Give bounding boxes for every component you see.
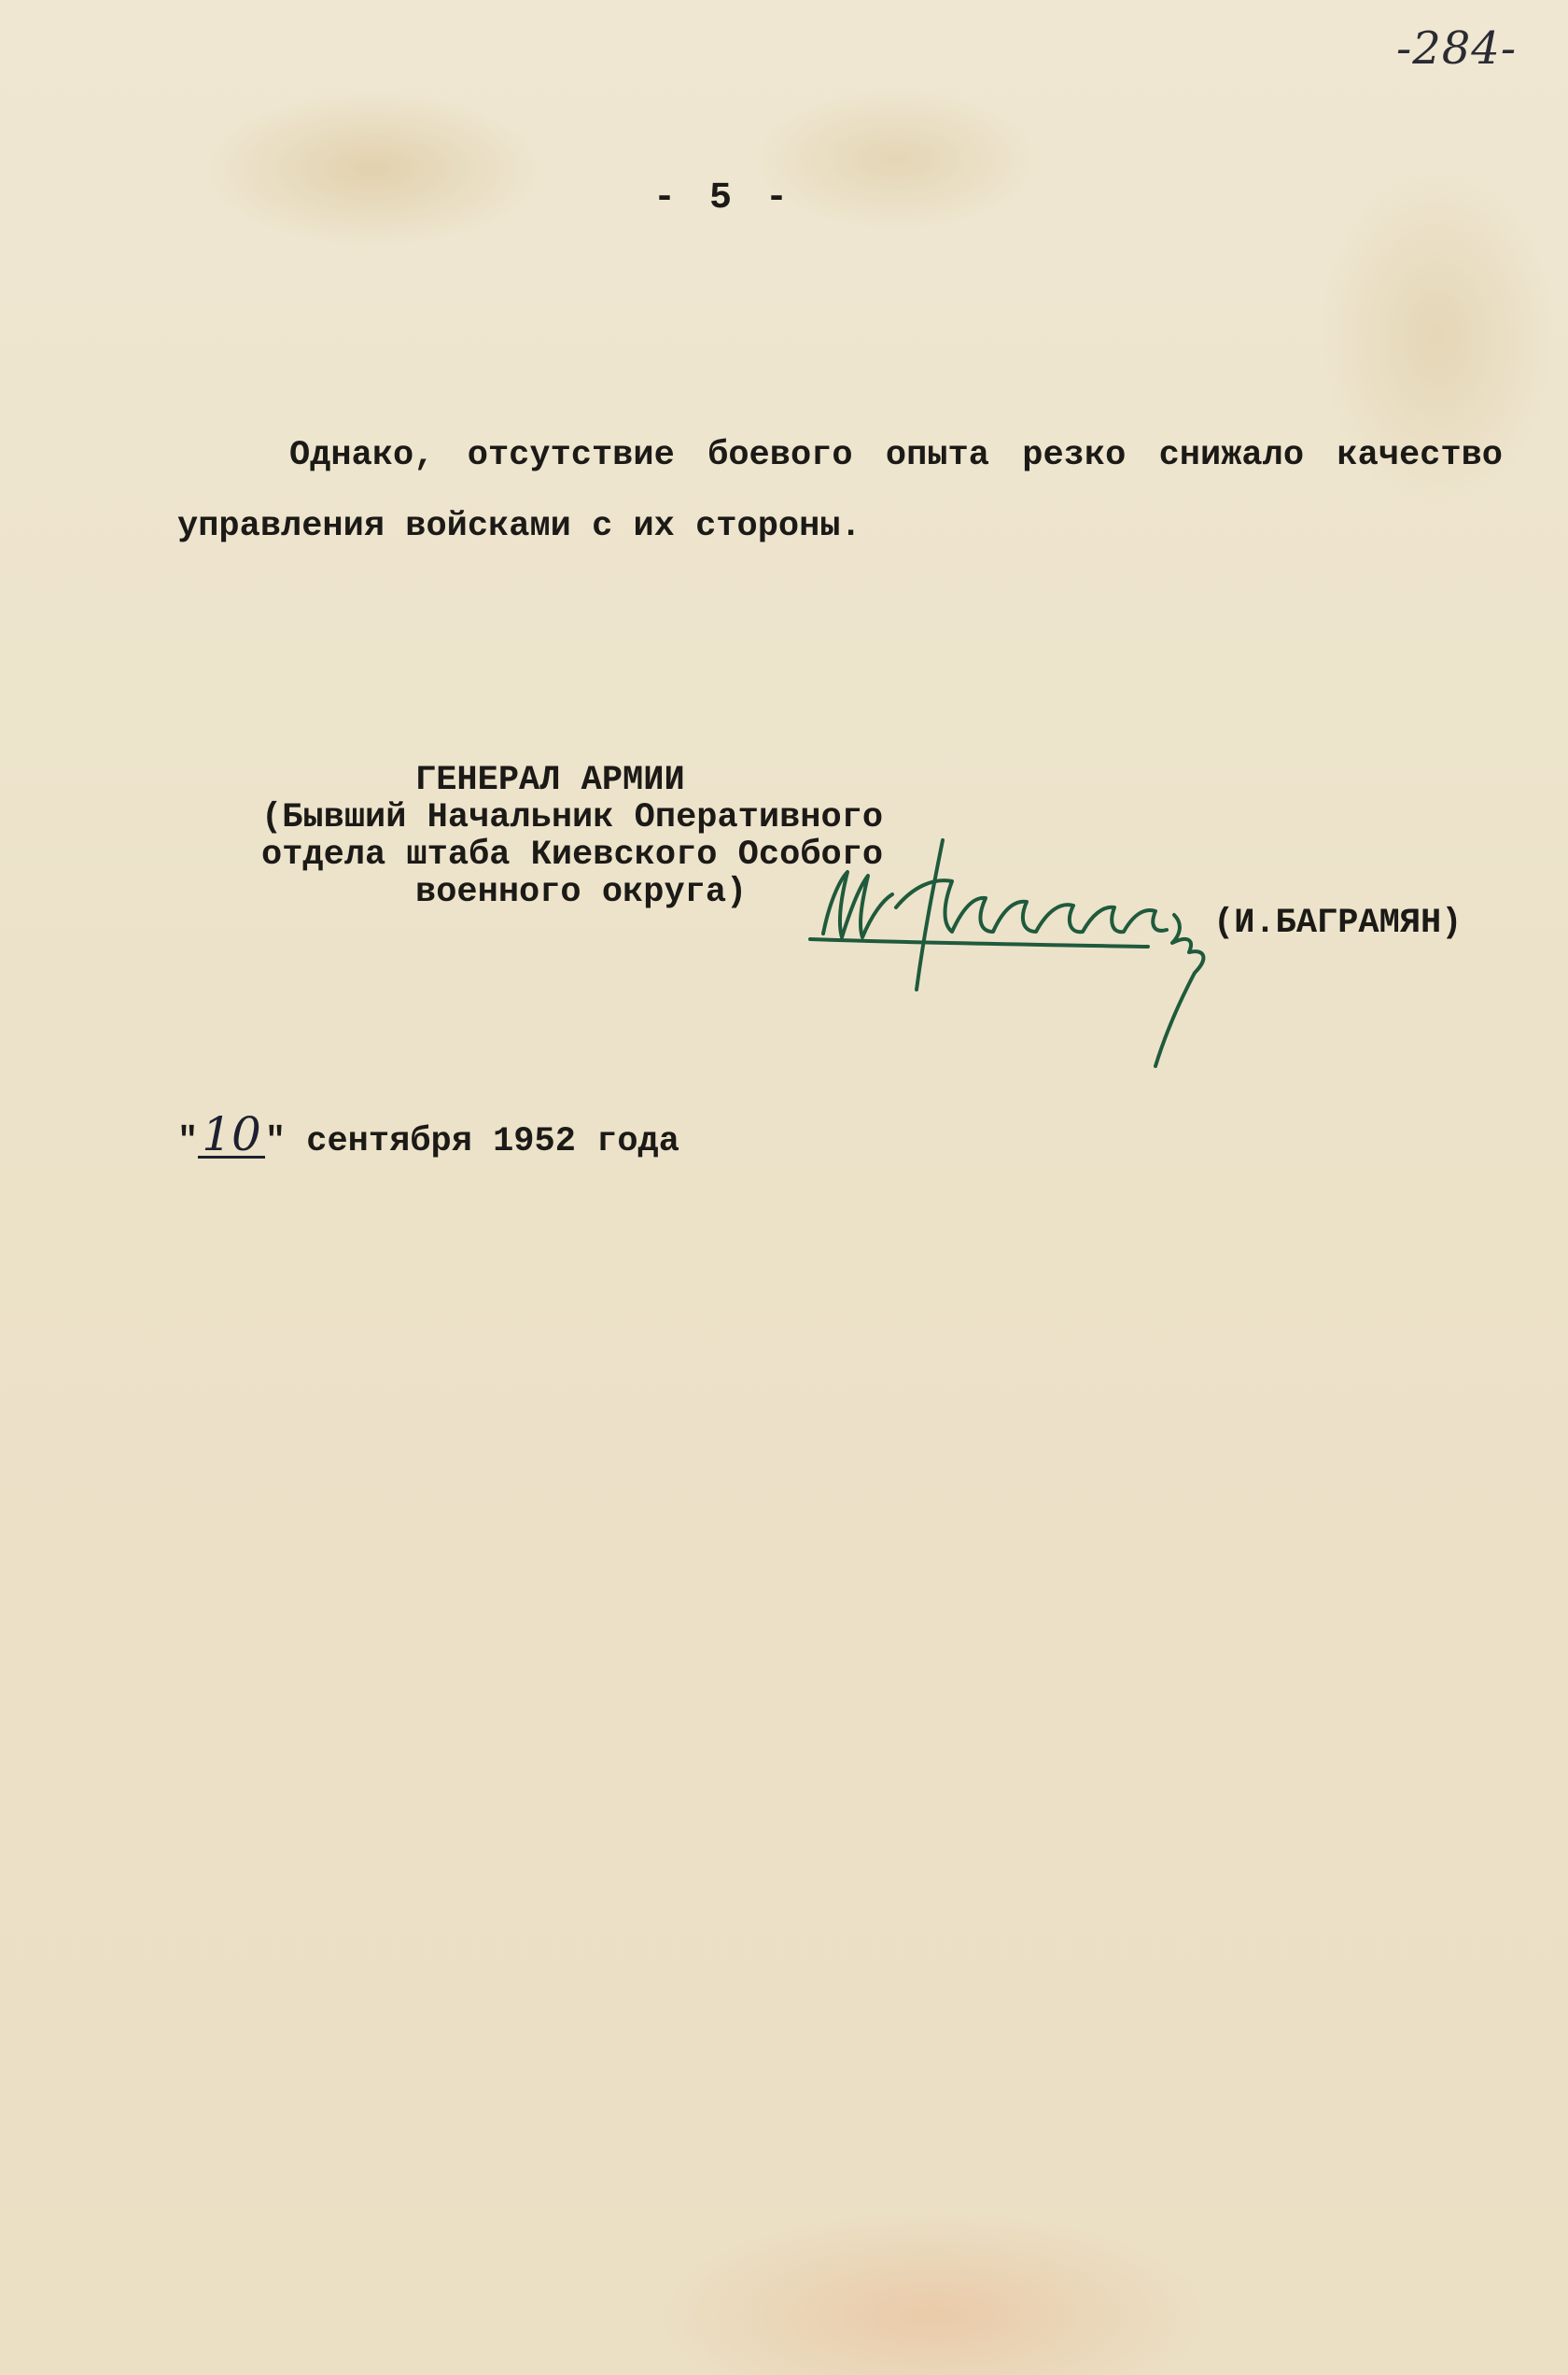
body-paragraph: Однако, отсутствие боевого опыта резко снижало качество управления войсками с их стороны. [177,436,1503,546]
date-day-handwritten: 10 [198,1113,265,1159]
date-line: "10 " сентября 1952 года [177,1107,679,1161]
signatory-position-line: отдела штаба Киевского Особого [261,836,884,875]
page-number: - 5 - [653,177,794,219]
handwritten-signature [803,822,1251,1083]
signature-block [261,762,883,911]
signatory-rank: ГЕНЕРАЛ АРМИИ [415,761,685,800]
date-month-year: сентября 1952 года [306,1122,679,1161]
signatory-position-line: военного округа) [415,873,748,912]
signatory-name: (И.БАГРАМЯН) [1213,904,1463,943]
signatory-position-line: (Бывший Начальник Оперативного [261,798,884,837]
folio-number: -284- [1396,22,1518,75]
